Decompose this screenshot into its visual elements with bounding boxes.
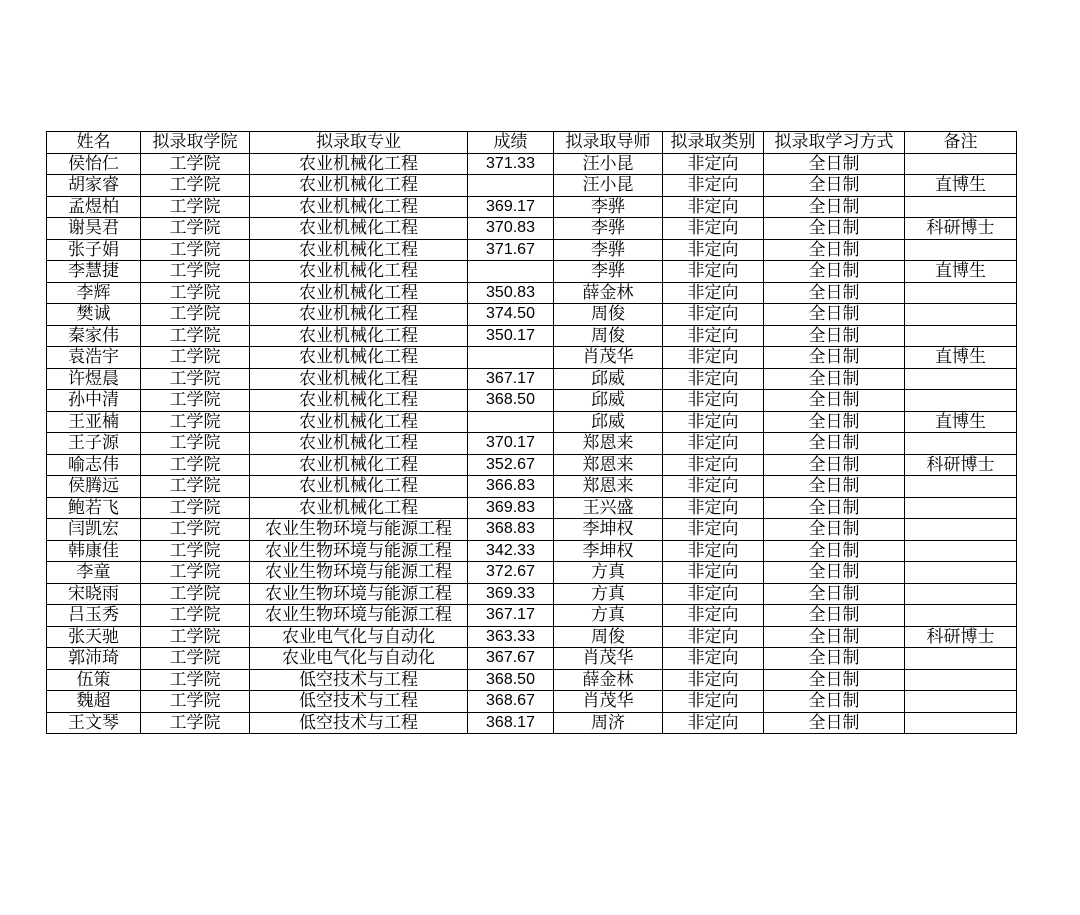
cell-score (468, 261, 554, 283)
cell-college: 工学院 (141, 368, 250, 390)
cell-score: 352.67 (468, 454, 554, 476)
cell-college: 工学院 (141, 433, 250, 455)
cell-name: 宋晓雨 (47, 583, 141, 605)
cell-remarks (905, 239, 1017, 261)
cell-remarks (905, 648, 1017, 670)
cell-score: 368.83 (468, 519, 554, 541)
cell-college: 工学院 (141, 562, 250, 584)
cell-name: 伍策 (47, 669, 141, 691)
cell-name: 侯怡仁 (47, 153, 141, 175)
cell-category: 非定向 (663, 433, 764, 455)
cell-study-mode: 全日制 (764, 239, 905, 261)
cell-name: 王子源 (47, 433, 141, 455)
cell-score: 350.17 (468, 325, 554, 347)
table-row (47, 497, 1017, 519)
cell-name: 孙中清 (47, 390, 141, 412)
cell-major: 农业机械化工程 (250, 153, 468, 175)
cell-college: 工学院 (141, 583, 250, 605)
cell-college: 工学院 (141, 196, 250, 218)
cell-advisor: 郑恩来 (554, 454, 663, 476)
cell-category: 非定向 (663, 218, 764, 240)
cell-remarks (905, 368, 1017, 390)
cell-category: 非定向 (663, 390, 764, 412)
table-row (47, 540, 1017, 562)
cell-category: 非定向 (663, 669, 764, 691)
cell-category: 非定向 (663, 497, 764, 519)
cell-name: 李慧捷 (47, 261, 141, 283)
cell-score (468, 411, 554, 433)
cell-study-mode: 全日制 (764, 605, 905, 627)
cell-name: 韩康佳 (47, 540, 141, 562)
table-row (47, 153, 1017, 175)
cell-category: 非定向 (663, 411, 764, 433)
cell-score: 372.67 (468, 562, 554, 584)
cell-name: 张天驰 (47, 626, 141, 648)
cell-major: 农业电气化与自动化 (250, 626, 468, 648)
cell-score: 369.33 (468, 583, 554, 605)
cell-score: 350.83 (468, 282, 554, 304)
cell-advisor: 李坤权 (554, 540, 663, 562)
cell-major: 农业生物环境与能源工程 (250, 583, 468, 605)
cell-category: 非定向 (663, 540, 764, 562)
cell-study-mode: 全日制 (764, 454, 905, 476)
cell-college: 工学院 (141, 691, 250, 713)
cell-college: 工学院 (141, 175, 250, 197)
cell-remarks: 直博生 (905, 411, 1017, 433)
cell-college: 工学院 (141, 519, 250, 541)
cell-score: 369.83 (468, 497, 554, 519)
cell-study-mode: 全日制 (764, 691, 905, 713)
header-name: 姓名 (47, 132, 141, 154)
table-row (47, 304, 1017, 326)
cell-score: 371.67 (468, 239, 554, 261)
header-study-mode: 拟录取学习方式 (764, 132, 905, 154)
cell-study-mode: 全日制 (764, 433, 905, 455)
table-row (47, 282, 1017, 304)
table-row (47, 648, 1017, 670)
cell-name: 秦家伟 (47, 325, 141, 347)
cell-remarks (905, 712, 1017, 734)
table-row (47, 368, 1017, 390)
cell-study-mode: 全日制 (764, 411, 905, 433)
cell-advisor: 方真 (554, 562, 663, 584)
cell-remarks (905, 282, 1017, 304)
cell-college: 工学院 (141, 648, 250, 670)
cell-major: 农业机械化工程 (250, 239, 468, 261)
cell-college: 工学院 (141, 218, 250, 240)
cell-name: 侯腾远 (47, 476, 141, 498)
cell-major: 低空技术与工程 (250, 712, 468, 734)
cell-study-mode: 全日制 (764, 669, 905, 691)
cell-advisor: 周俊 (554, 626, 663, 648)
header-remarks: 备注 (905, 132, 1017, 154)
cell-study-mode: 全日制 (764, 304, 905, 326)
cell-category: 非定向 (663, 562, 764, 584)
cell-score: 371.33 (468, 153, 554, 175)
cell-major: 农业机械化工程 (250, 347, 468, 369)
cell-category: 非定向 (663, 691, 764, 713)
table-row (47, 325, 1017, 347)
cell-study-mode: 全日制 (764, 476, 905, 498)
cell-major: 农业机械化工程 (250, 175, 468, 197)
cell-advisor: 邱威 (554, 368, 663, 390)
cell-score: 367.17 (468, 605, 554, 627)
cell-advisor: 方真 (554, 583, 663, 605)
cell-name: 吕玉秀 (47, 605, 141, 627)
cell-name: 鲍若飞 (47, 497, 141, 519)
cell-college: 工学院 (141, 476, 250, 498)
cell-remarks (905, 583, 1017, 605)
cell-major: 农业机械化工程 (250, 196, 468, 218)
cell-remarks: 科研博士 (905, 626, 1017, 648)
cell-name: 孟煜柏 (47, 196, 141, 218)
cell-advisor: 李骅 (554, 196, 663, 218)
header-college: 拟录取学院 (141, 132, 250, 154)
cell-study-mode: 全日制 (764, 196, 905, 218)
cell-study-mode: 全日制 (764, 368, 905, 390)
cell-name: 王亚楠 (47, 411, 141, 433)
cell-remarks (905, 476, 1017, 498)
cell-category: 非定向 (663, 454, 764, 476)
cell-college: 工学院 (141, 239, 250, 261)
admission-table (46, 131, 1017, 734)
cell-college: 工学院 (141, 605, 250, 627)
cell-college: 工学院 (141, 626, 250, 648)
cell-study-mode: 全日制 (764, 562, 905, 584)
cell-category: 非定向 (663, 175, 764, 197)
cell-remarks: 科研博士 (905, 454, 1017, 476)
cell-college: 工学院 (141, 540, 250, 562)
table-row (47, 476, 1017, 498)
cell-study-mode: 全日制 (764, 282, 905, 304)
cell-advisor: 汪小昆 (554, 175, 663, 197)
cell-score: 374.50 (468, 304, 554, 326)
cell-advisor: 周俊 (554, 304, 663, 326)
cell-remarks: 直博生 (905, 175, 1017, 197)
cell-college: 工学院 (141, 153, 250, 175)
table-row (47, 454, 1017, 476)
cell-college: 工学院 (141, 282, 250, 304)
cell-remarks (905, 669, 1017, 691)
header-major: 拟录取专业 (250, 132, 468, 154)
cell-major: 农业机械化工程 (250, 497, 468, 519)
cell-advisor: 李骅 (554, 218, 663, 240)
cell-score (468, 347, 554, 369)
cell-advisor: 肖茂华 (554, 691, 663, 713)
cell-category: 非定向 (663, 196, 764, 218)
cell-college: 工学院 (141, 497, 250, 519)
cell-remarks (905, 540, 1017, 562)
cell-study-mode: 全日制 (764, 712, 905, 734)
cell-major: 农业生物环境与能源工程 (250, 605, 468, 627)
cell-study-mode: 全日制 (764, 175, 905, 197)
cell-college: 工学院 (141, 261, 250, 283)
cell-study-mode: 全日制 (764, 325, 905, 347)
header-category: 拟录取类别 (663, 132, 764, 154)
cell-major: 农业机械化工程 (250, 218, 468, 240)
cell-college: 工学院 (141, 304, 250, 326)
cell-major: 农业电气化与自动化 (250, 648, 468, 670)
cell-score: 370.83 (468, 218, 554, 240)
cell-advisor: 郑恩来 (554, 433, 663, 455)
cell-study-mode: 全日制 (764, 390, 905, 412)
table-row (47, 196, 1017, 218)
cell-major: 农业机械化工程 (250, 390, 468, 412)
cell-category: 非定向 (663, 712, 764, 734)
cell-name: 胡家睿 (47, 175, 141, 197)
cell-college: 工学院 (141, 712, 250, 734)
cell-major: 农业生物环境与能源工程 (250, 519, 468, 541)
cell-study-mode: 全日制 (764, 497, 905, 519)
cell-study-mode: 全日制 (764, 648, 905, 670)
table-row (47, 239, 1017, 261)
cell-study-mode: 全日制 (764, 519, 905, 541)
cell-score: 368.17 (468, 712, 554, 734)
admission-list-sheet (46, 131, 1017, 734)
cell-category: 非定向 (663, 347, 764, 369)
cell-major: 农业机械化工程 (250, 325, 468, 347)
cell-category: 非定向 (663, 583, 764, 605)
cell-score: 368.50 (468, 390, 554, 412)
cell-college: 工学院 (141, 454, 250, 476)
cell-college: 工学院 (141, 411, 250, 433)
cell-remarks (905, 691, 1017, 713)
cell-remarks (905, 433, 1017, 455)
cell-category: 非定向 (663, 476, 764, 498)
cell-major: 农业机械化工程 (250, 261, 468, 283)
cell-remarks: 科研博士 (905, 218, 1017, 240)
cell-advisor: 邱威 (554, 411, 663, 433)
cell-name: 李童 (47, 562, 141, 584)
cell-study-mode: 全日制 (764, 261, 905, 283)
table-row (47, 261, 1017, 283)
cell-advisor: 薛金林 (554, 669, 663, 691)
cell-remarks (905, 562, 1017, 584)
cell-name: 魏超 (47, 691, 141, 713)
cell-study-mode: 全日制 (764, 347, 905, 369)
cell-college: 工学院 (141, 669, 250, 691)
cell-advisor: 肖茂华 (554, 648, 663, 670)
cell-score: 370.17 (468, 433, 554, 455)
cell-category: 非定向 (663, 605, 764, 627)
cell-advisor: 王兴盛 (554, 497, 663, 519)
cell-category: 非定向 (663, 368, 764, 390)
cell-category: 非定向 (663, 325, 764, 347)
table-row (47, 605, 1017, 627)
header-row (47, 132, 1017, 154)
table-row (47, 583, 1017, 605)
cell-major: 农业机械化工程 (250, 304, 468, 326)
cell-remarks (905, 153, 1017, 175)
cell-advisor: 汪小昆 (554, 153, 663, 175)
cell-name: 李辉 (47, 282, 141, 304)
cell-name: 樊诚 (47, 304, 141, 326)
cell-major: 农业机械化工程 (250, 454, 468, 476)
cell-major: 低空技术与工程 (250, 691, 468, 713)
cell-study-mode: 全日制 (764, 540, 905, 562)
table-row (47, 218, 1017, 240)
cell-name: 许煜晨 (47, 368, 141, 390)
cell-score: 367.67 (468, 648, 554, 670)
cell-category: 非定向 (663, 239, 764, 261)
cell-name: 闫凯宏 (47, 519, 141, 541)
cell-advisor: 李坤权 (554, 519, 663, 541)
cell-major: 农业机械化工程 (250, 476, 468, 498)
cell-score: 368.50 (468, 669, 554, 691)
cell-category: 非定向 (663, 519, 764, 541)
cell-study-mode: 全日制 (764, 583, 905, 605)
cell-major: 低空技术与工程 (250, 669, 468, 691)
cell-score: 366.83 (468, 476, 554, 498)
cell-score: 367.17 (468, 368, 554, 390)
cell-major: 农业机械化工程 (250, 282, 468, 304)
cell-major: 农业机械化工程 (250, 411, 468, 433)
cell-advisor: 李骅 (554, 239, 663, 261)
cell-major: 农业机械化工程 (250, 433, 468, 455)
cell-remarks (905, 390, 1017, 412)
header-score: 成绩 (468, 132, 554, 154)
cell-remarks (905, 605, 1017, 627)
cell-score: 363.33 (468, 626, 554, 648)
header-advisor: 拟录取导师 (554, 132, 663, 154)
table-row (47, 562, 1017, 584)
cell-major: 农业机械化工程 (250, 368, 468, 390)
cell-study-mode: 全日制 (764, 153, 905, 175)
cell-advisor: 郑恩来 (554, 476, 663, 498)
cell-name: 郭沛琦 (47, 648, 141, 670)
cell-category: 非定向 (663, 626, 764, 648)
cell-major: 农业生物环境与能源工程 (250, 562, 468, 584)
cell-advisor: 薛金林 (554, 282, 663, 304)
cell-advisor: 邱威 (554, 390, 663, 412)
cell-remarks (905, 325, 1017, 347)
table-row (47, 390, 1017, 412)
cell-score (468, 175, 554, 197)
table-row (47, 347, 1017, 369)
cell-study-mode: 全日制 (764, 218, 905, 240)
cell-remarks: 直博生 (905, 261, 1017, 283)
cell-remarks (905, 519, 1017, 541)
cell-name: 袁浩宇 (47, 347, 141, 369)
table-row (47, 691, 1017, 713)
table-row (47, 669, 1017, 691)
cell-category: 非定向 (663, 648, 764, 670)
cell-major: 农业生物环境与能源工程 (250, 540, 468, 562)
cell-advisor: 李骅 (554, 261, 663, 283)
cell-category: 非定向 (663, 282, 764, 304)
cell-advisor: 周济 (554, 712, 663, 734)
table-row (47, 175, 1017, 197)
table-row (47, 712, 1017, 734)
table-row (47, 519, 1017, 541)
cell-score: 368.67 (468, 691, 554, 713)
cell-remarks (905, 304, 1017, 326)
cell-advisor: 方真 (554, 605, 663, 627)
table-row (47, 411, 1017, 433)
table-row (47, 626, 1017, 648)
cell-category: 非定向 (663, 153, 764, 175)
cell-name: 王文琴 (47, 712, 141, 734)
cell-category: 非定向 (663, 304, 764, 326)
cell-score: 369.17 (468, 196, 554, 218)
cell-name: 张子娟 (47, 239, 141, 261)
cell-category: 非定向 (663, 261, 764, 283)
cell-score: 342.33 (468, 540, 554, 562)
cell-name: 喻志伟 (47, 454, 141, 476)
cell-college: 工学院 (141, 390, 250, 412)
cell-advisor: 周俊 (554, 325, 663, 347)
table-row (47, 433, 1017, 455)
cell-study-mode: 全日制 (764, 626, 905, 648)
cell-remarks (905, 497, 1017, 519)
cell-remarks: 直博生 (905, 347, 1017, 369)
cell-college: 工学院 (141, 347, 250, 369)
cell-college: 工学院 (141, 325, 250, 347)
cell-advisor: 肖茂华 (554, 347, 663, 369)
cell-remarks (905, 196, 1017, 218)
cell-name: 谢昊君 (47, 218, 141, 240)
